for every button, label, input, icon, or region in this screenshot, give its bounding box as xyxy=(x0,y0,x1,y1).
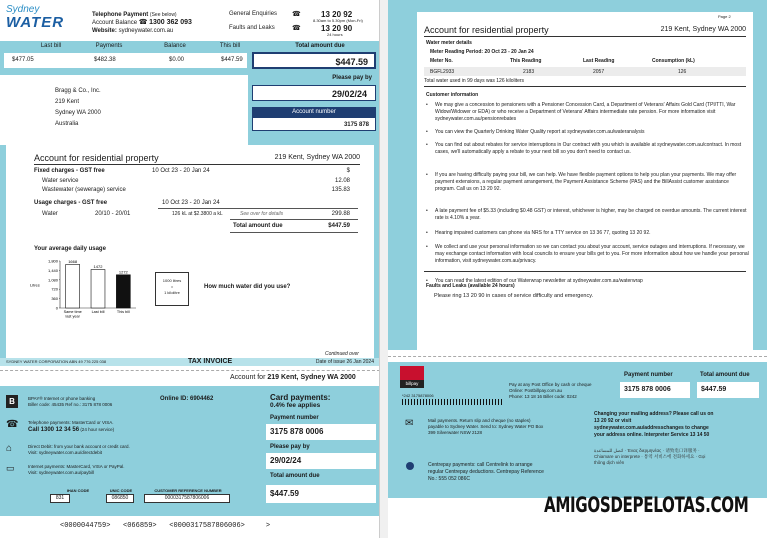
meter-row xyxy=(424,67,746,76)
stub-address: 219 Kent, Sydney WA 2000 xyxy=(267,374,356,381)
phone-payments-text xyxy=(28,419,114,434)
bar-value-label: 1668 xyxy=(68,258,78,264)
direct-debit-title: Direct Debit: from your bank account or credit card. xyxy=(28,444,130,449)
faults-hours: 24 hours xyxy=(327,32,343,37)
meter-total: Total water used in 99 days was 126 kiloliters xyxy=(424,78,525,84)
chart-bar xyxy=(116,275,130,308)
total-due-box: $447.59 xyxy=(252,52,376,69)
stub-total-amount: $447.59 xyxy=(266,485,376,503)
fixed-row-label: Wastewater (sewerage) service xyxy=(42,187,126,193)
info-bullet-text: We collect and use your personal information so we can contact you about your account, service outages and interruptions. If necessary, we may exchange contact information with local councils to ensure your bills get to you. For more information about how we handle your personal information, visit sydneywater.com.au/privacy. xyxy=(435,244,749,264)
direct-debit-link[interactable]: Visit: sydneywater.com.au/directdebit xyxy=(28,450,102,455)
this-bill-value: $447.59 xyxy=(221,57,243,63)
account-number-value: 3175 878 xyxy=(252,117,376,131)
bpay-codes: Biller code: 45435 Ref no.: 3175 878 0006 xyxy=(28,402,113,407)
card-payments-title: Card payments: xyxy=(270,393,331,402)
stub-total-label: Total amount due xyxy=(270,473,320,479)
legend-equals: = xyxy=(170,284,174,289)
bill-page-1 xyxy=(0,0,380,538)
chart-bar xyxy=(66,264,80,308)
left-edge-band xyxy=(0,145,6,360)
chart-legend-box xyxy=(155,272,189,306)
usage-row-calc: 126 kL at $2.3800 a kL xyxy=(172,211,223,217)
divider xyxy=(424,86,746,87)
last-bill-value: $477.05 xyxy=(12,57,34,63)
chart-title: Your average daily usage xyxy=(34,246,106,252)
currency-symbol: $ xyxy=(346,168,350,174)
centrepay-icon xyxy=(406,462,414,470)
logo-line2: WATER xyxy=(6,14,65,31)
code-label: IHAN CODE xyxy=(66,488,90,493)
micr-segment: <0000317587806006> xyxy=(169,522,245,530)
internet-payments-title: Internet payments: MasterCard, VISA or PayPal. xyxy=(28,464,125,469)
last-reading: 2057 xyxy=(593,69,605,75)
info-bullet-text: If you are having difficulty paying your bill, we can help. We have flexible payment options to help you plan your payments. We may offer payment extensions, a regular payment arrangement, the Payment Assistance Scheme (PAS) and the BillAssist customer assistance program. Call us on 13 20 92. xyxy=(435,172,737,192)
sydney-water-logo xyxy=(6,5,76,31)
y-tick-label: 360 xyxy=(51,296,58,302)
direct-debit-text xyxy=(28,444,130,456)
chart-bar xyxy=(91,270,105,308)
phone-payments-number[interactable]: Call 1300 12 34 56 xyxy=(28,427,80,433)
this-reading: 2183 xyxy=(523,69,535,75)
info-bullet-text: You can read the latest edition of our Waterwrap newsletter at sydneywater.com.au/waterwrap xyxy=(435,278,643,284)
centrepay-text: Centrepay payments: call Centrelink to arrange regular Centrepay deductions. Centrepay Reference No.: 555 052 086C xyxy=(428,462,544,482)
account-address: 219 Kent, Sydney WA 2000 xyxy=(274,154,360,161)
billpay-logo: billpay xyxy=(400,380,424,388)
meter-number: BGFL2933 xyxy=(430,69,455,75)
summary-header: Payments xyxy=(95,43,123,49)
y-tick-label: 1,800 xyxy=(47,258,58,264)
meter-title: Water meter details xyxy=(426,40,472,46)
y-tick-label: 0 xyxy=(55,305,58,311)
post-text-line: Online: Postbillpay.com.au xyxy=(509,388,562,393)
info-bullet: • You can read the latest edition of our Waterwrap newsletter at sydneywater.com.au/waterwrap xyxy=(426,278,643,284)
subtotal-amount: $447.59 xyxy=(328,223,350,229)
page-number: Page 2 xyxy=(718,14,731,19)
see-below-note: (See below) xyxy=(149,12,177,18)
bar-value-label: 1472 xyxy=(93,264,103,270)
code-value: 831 xyxy=(50,494,70,503)
fixed-charges-title: Fixed charges - GST free xyxy=(34,168,105,174)
info-bullet-text: A late payment fee of $5.33 (including $0.48 GST) or interest, whichever is higher, may be charged on overdue amounts. The current interest rate is 4.10% a year. xyxy=(435,208,747,221)
usage-row-label: Water xyxy=(42,211,58,217)
account-number-label: Account number xyxy=(252,107,376,117)
micr-segment: <066859> xyxy=(123,522,157,530)
interpreter-languages: اتصل للمساعدة · Ένας διερμηνέας · 请致电口译服务 · Chiamare un interprete · 통역 서비스에 전화하세요 · Gọi thông dịch viên xyxy=(594,448,706,465)
post-total-label: Total amount due xyxy=(700,372,750,378)
info-bullet-text: You can view the Quarterly Drinking Water Quality report at sydneywater.com.au/wateranalysis xyxy=(435,129,645,135)
bar-value-label: 1272 xyxy=(118,269,128,275)
post-text xyxy=(509,382,591,400)
faults-label: Faults and Leaks xyxy=(229,25,275,31)
fixed-charges-period: 10 Oct 23 - 20 Jan 24 xyxy=(152,168,210,174)
faults-title: Faults and Leaks (available 24 hours) xyxy=(426,283,515,289)
address-line: Bragg & Co., Inc. xyxy=(55,88,101,94)
online-id: Online ID: 6904462 xyxy=(160,396,214,402)
tear-line xyxy=(388,356,767,357)
post-payment-number-label: Payment number xyxy=(624,372,673,378)
post-text-line: Phone: 13 18 16 Biller code: 0242 xyxy=(509,394,577,399)
info-bullet: • We may give a concession to pensioners with a Pensioner Concession Card, a Department of Veterans' Affairs Gold Card (TPI/TTI, War Widow/Widower or EDA) or who receive a Department of Veterans' Affairs intermediate rate pension. For more information visit sydneywater.com.au/pensionrebates xyxy=(426,102,736,122)
meter-header: Meter No. xyxy=(430,58,453,64)
phone-icon: ☎ xyxy=(292,11,301,18)
post-payment-number: 3175 878 0006 xyxy=(620,382,690,398)
y-axis-label: Litres xyxy=(30,282,40,288)
stub-payment-number: 3175 878 0006 xyxy=(266,424,376,440)
customer-info-list xyxy=(424,102,749,286)
usage-chart xyxy=(28,255,148,323)
address-line: 219 Kent xyxy=(55,99,80,105)
x-category-label: Same time xyxy=(63,310,82,314)
faults-phone[interactable]: 13 20 90 xyxy=(321,24,353,33)
post-text-line: Pay at any Post Office by cash or cheque xyxy=(509,382,592,387)
logo-line1: Sydney xyxy=(6,4,40,15)
usage-charges-period: 10 Oct 23 - 20 Jan 24 xyxy=(162,200,220,206)
watermark: AMIGOSDEPELOTAS.COM xyxy=(544,493,749,517)
internet-payments-link[interactable]: Visit: sydneywater.com.au/paybill xyxy=(28,470,94,475)
mail-payments-text: Mail payments. Return slip and cheque (no staples) payable to Sydney Water. Send to: Sydney Water PO Box 399 Silverwater NSW 2128 xyxy=(428,418,544,435)
stub-pay-by-label: Please pay by xyxy=(270,444,310,450)
card-fee: 0.4% fee applies xyxy=(270,402,321,409)
usage-row-amount: 299.88 xyxy=(331,211,350,217)
info-bullet-text: Hearing impaired customers can phone via NRS for a TTY service on 13 36 77, quoting 13 20 92. xyxy=(435,230,651,236)
divider xyxy=(34,164,360,165)
fixed-row-amount: 135.83 xyxy=(331,187,350,193)
code-label: UNIC CODE xyxy=(109,488,133,493)
legend-line1: 1000 litres xyxy=(162,278,182,283)
corporation-line: SYDNEY WATER CORPORATION ABN 49 776 225 038 xyxy=(6,359,107,364)
contact-block-left: Telephone Payment (See below) Account Balance ☎ 1300 362 093 Website: sydneywater.com.au xyxy=(92,12,192,34)
date-of-issue: Date of issue 26 Jan 2024 xyxy=(315,359,374,365)
website-label: Website: xyxy=(92,28,117,34)
stub-account-for-label: Account for xyxy=(230,374,266,381)
summary-header: Total amount due xyxy=(295,43,345,49)
telephone-payment-label: Telephone Payment xyxy=(92,12,149,18)
meter-period: Meter Reading Period: 20 Oct 23 - 20 Jan 24 xyxy=(430,49,534,55)
balance-phone[interactable]: 1300 362 093 xyxy=(149,19,192,26)
y-tick-label: 1,080 xyxy=(47,277,58,283)
general-hours: 8.30am to 5.30pm (Mon-Fri) xyxy=(313,18,363,23)
bill-page-2 xyxy=(388,0,767,538)
divider xyxy=(230,219,358,220)
summary-header: Balance xyxy=(164,43,186,49)
page2-address: 219 Kent, Sydney WA 2000 xyxy=(660,26,746,33)
code-label: CUSTOMER REFERENCE NUMBER xyxy=(154,488,222,493)
account-balance-label: Account Balance xyxy=(92,20,138,26)
stub-payment-number-label: Payment number xyxy=(270,415,319,421)
mail-icon: ✉ xyxy=(405,418,414,429)
divider xyxy=(424,36,746,37)
x-category-label: Last bill xyxy=(91,310,105,314)
legend-line2: 1 kilolitre xyxy=(164,290,180,295)
micr-line xyxy=(60,522,270,530)
customer-info-title: Customer information xyxy=(426,92,479,98)
usage-charges-title: Usage charges - GST free xyxy=(34,200,108,206)
continued-over: Continued over xyxy=(325,351,359,357)
divider xyxy=(424,271,746,272)
meter-header: Last Reading xyxy=(583,58,615,64)
mailing-address xyxy=(55,86,101,130)
tax-invoice-label: TAX INVOICE xyxy=(188,358,233,365)
account-title: Account for residential property xyxy=(34,153,159,163)
phone-payments-title: Telephone payments: MasterCard or VISA. xyxy=(28,420,114,425)
usage-question: How much water did you use? xyxy=(204,284,291,290)
page-gutter xyxy=(380,0,388,538)
divider xyxy=(230,232,358,233)
summary-header: Last bill xyxy=(40,43,62,49)
computer-icon: ▭ xyxy=(6,463,15,473)
faults-text: Please ring 13 20 90 in cases of service difficulty and emergency. xyxy=(434,293,594,299)
micr-segment: <0000044759> xyxy=(60,522,111,530)
info-bullet: • We collect and use your personal information so we can contact you about your account, service outages and interruptions. If necessary, we may exchange contact information with local councils to ensure your bills get to you. For more information about how we handle your personal information, visit sydneywater.com.au/privacy. xyxy=(426,244,749,264)
info-bullet-text: You can find out about rebates for service interruptions in Our contract with you which is available at sydneywater.com.au/contract. In most cases, we'll automatically apply a rebate to your next bill so you don't need to contact us. xyxy=(435,142,742,155)
stub-account-for xyxy=(230,374,356,381)
bank-icon: ⌂ xyxy=(6,443,13,454)
micr-segment: > xyxy=(265,522,271,530)
meter-header: Consumption (kL) xyxy=(652,58,695,64)
bpay-text xyxy=(28,396,158,408)
fixed-row-amount: 12.08 xyxy=(334,178,350,184)
subtotal-label: Total amount due xyxy=(233,223,283,229)
page2-title: Account for residential property xyxy=(424,25,549,35)
y-tick-label: 1,440 xyxy=(47,267,58,273)
general-phone[interactable]: 13 20 92 xyxy=(321,10,353,19)
meter-header: This Reading xyxy=(510,58,542,64)
general-enquiries-label: General Enquiries xyxy=(229,11,278,17)
bpay-icon: B xyxy=(6,395,18,408)
y-tick-label: 720 xyxy=(51,286,58,292)
barcode xyxy=(402,399,502,405)
post-total-amount: $447.59 xyxy=(697,382,759,398)
auspost-logo xyxy=(400,366,424,380)
bpay-title: BPAY® Internet or phone banking xyxy=(28,396,96,401)
summary-header: This bill xyxy=(219,43,241,49)
pay-by-date: 29/02/24 xyxy=(252,85,376,101)
internet-payments-text xyxy=(28,464,125,476)
fixed-row-label: Water service xyxy=(42,178,79,184)
pay-by-label: Please pay by xyxy=(332,75,372,81)
divider xyxy=(158,208,358,209)
address-change-text: Changing your mailing address? Please call us on 13 20 92 or visit sydneywater.com.au/addresschanges to change your address online. Interpreter Service 13 14 50 xyxy=(594,411,714,438)
address-line: Australia xyxy=(55,121,79,127)
x-category-label: last year xyxy=(65,314,80,319)
telephone-icon: ☎ xyxy=(6,419,19,430)
code-value: 086850 xyxy=(106,494,134,503)
website-link[interactable]: sydneywater.com.au xyxy=(118,28,174,34)
code-value: 0000317587806006 xyxy=(144,494,230,503)
usage-row-dates: 20/10 - 20/01 xyxy=(95,211,131,217)
info-bullet: • If you are having difficulty paying your bill, we can help. We have flexible payment options to help you plan your payments. We may offer payment extensions, a regular payment arrangement, the Payment Assistance Scheme (PAS) and the BillAssist customer assistance program. Call us on 13 20 92. xyxy=(426,172,737,192)
phone-icon: ☎ xyxy=(292,25,301,32)
info-bullet: • Hearing impaired customers can phone via NRS for a TTY service on 13 36 77, quoting 13 20 92. xyxy=(426,230,651,236)
usage-row-note: See over for details xyxy=(240,211,284,217)
address-line: Sydney WA 2000 xyxy=(55,110,101,116)
x-category-label: This bill xyxy=(116,310,130,314)
balance-value: $0.00 xyxy=(169,57,185,63)
post-reference: *242 3175878006 xyxy=(402,393,434,398)
phone-payments-note: (24 hour service) xyxy=(80,427,115,432)
info-bullet-text: We may give a concession to pensioners with a Pensioner Concession Card, a Department of Veterans' Affairs Gold Card (TPI/TTI, War Widow/Widower or EDA) or who receive a Department of Veterans' Affairs intermediate rate pension. For more information visit sydneywater.com.au/pensionrebates xyxy=(435,102,736,122)
stub-pay-by-date: 29/02/24 xyxy=(266,453,376,469)
consumption: 126 xyxy=(678,69,687,75)
info-bullet: • A late payment fee of $5.33 (including $0.48 GST) or interest, whichever is higher, may be charged on overdue amounts. The current interest rate is 4.10% a year. xyxy=(426,208,747,221)
summary-values xyxy=(4,53,247,68)
info-bullet: • You can find out about rebates for service interruptions in Our contract with you which is available at sydneywater.com.au/contract. In most cases, we'll automatically apply a rebate to your next bill so you don't need to contact us. xyxy=(426,142,742,155)
tear-line xyxy=(0,370,380,371)
payments-value: $482.38 xyxy=(94,57,116,63)
info-bullet: • You can view the Quarterly Drinking Water Quality report at sydneywater.com.au/wateranalysis xyxy=(426,129,645,135)
